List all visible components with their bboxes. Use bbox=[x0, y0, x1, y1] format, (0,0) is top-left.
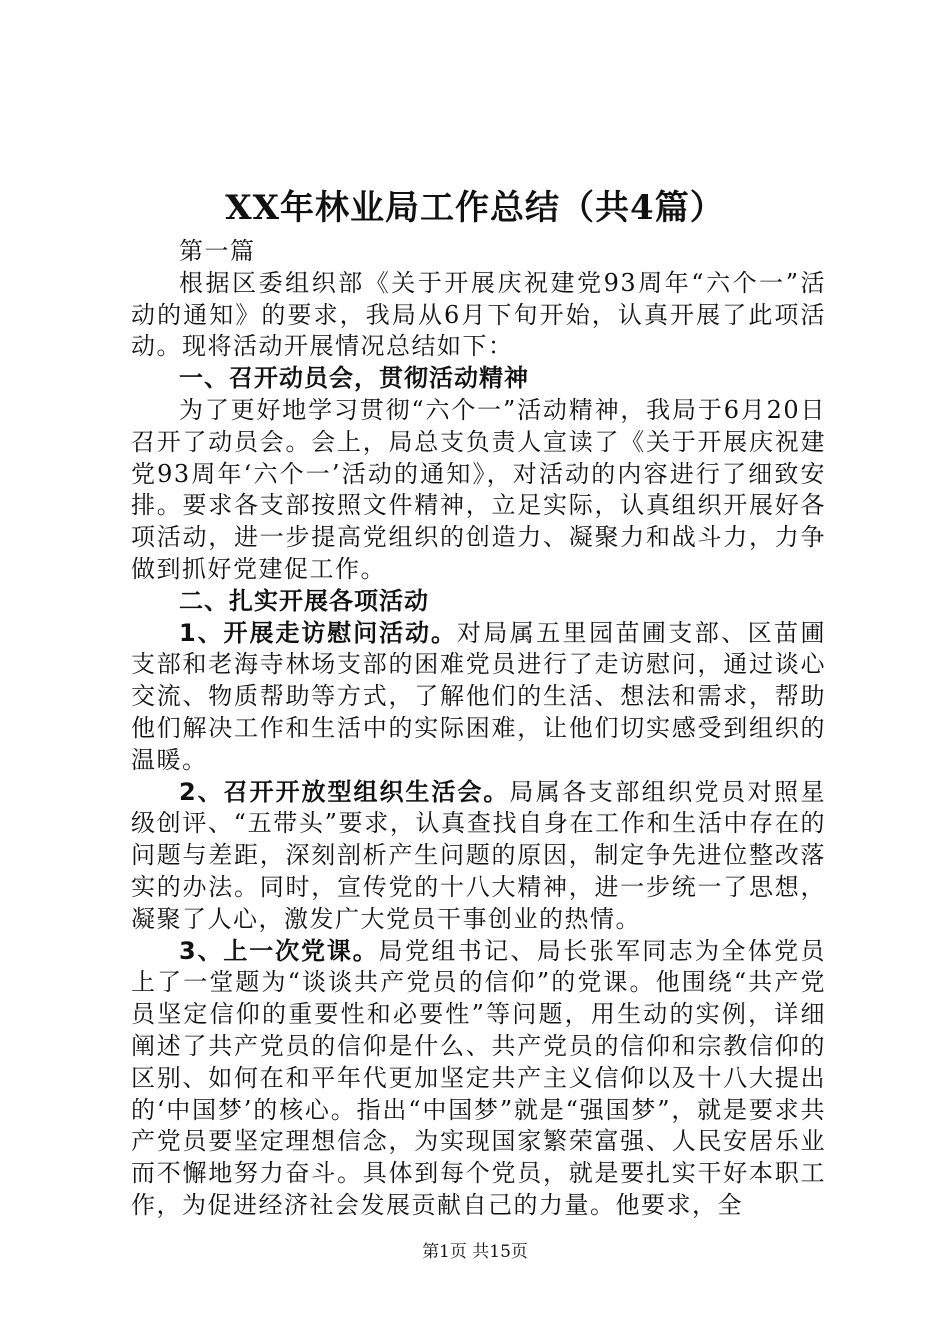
section-label: 第一篇 bbox=[179, 237, 256, 265]
paragraph-text: 对局属五里园苗圃支部、区苗圃支部和老海寺林场支部的困难党员进行了走访慰问，通过谈心交流、物质帮助等方式，了解他们的生活、想法和需求，帮助他们解决工作和生活中的实际困难，让他们切实感受到组织的温暖。 bbox=[131, 618, 826, 774]
paragraph-lead: 2、召开开放型组织生活会。 bbox=[179, 777, 510, 806]
intro-paragraph: 根据区委组织部《关于开展庆祝建党93周年“六个一”活动的通知》的要求，我局从6月下旬开始，认真开展了此项活动。现将活动开展情况总结如下： bbox=[131, 268, 826, 361]
page-number: 第1页 共15页 bbox=[422, 1242, 528, 1262]
section-heading-1: 一、召开动员会，贯彻活动精神 bbox=[179, 364, 529, 393]
paragraph-text: 局属各支部组织党员对照星级创评、“五带头”要求，认真查找自身在工作和生活中存在的问题与差距，深刻剖析产生问题的原因，制定争先进位整改落实的办法。同时，宣传党的十八大精神，进一步统一了思想，凝聚了人心，激发广大党员干事创业的热情。 bbox=[131, 777, 827, 933]
document-body bbox=[131, 236, 826, 1222]
activity-paragraph-1 bbox=[131, 618, 826, 777]
activity-paragraph-2 bbox=[131, 777, 826, 936]
body-paragraph: 为了更好地学习贯彻“六个一”活动精神，我局于6月20日召开了动员会。会上，局总支负责人宣读了《关于开展庆祝建党93周年‘六个一’活动的通知》，对活动的内容进行了细致安排。要求各支部按照文件精神，立足实际，认真组织开展好各项活动，进一步提高党组织的创造力、凝聚力和战斗力，力争做到抓好党建促工作。 bbox=[131, 395, 826, 583]
paragraph-lead: 3、上一次党课。 bbox=[179, 936, 379, 965]
paragraph-lead: 1、开展走访慰问活动。 bbox=[179, 618, 457, 647]
activity-paragraph-3 bbox=[131, 936, 826, 1222]
paragraph-text: 局党组书记、局长张军同志为全体党员上了一堂题为“谈谈共产党员的信仰”的党课。他围绕“共产党员坚定信仰的重要性和必要性”等问题，用生动的实例，详细阐述了共产党员的信仰是什么、共产党员的信仰和宗教信仰的区别、如何在和平年代更加坚定共产主义信仰以及十八大提出的‘中国梦’的核心。指出“中国梦”就是“强国梦”，就是要求共产党员要坚定理想信念，为实现国家繁荣富强、人民安居乐业而不懈地努力奋斗。具体到每个党员，就是要扎实干好本职工作，为促进经济社会发展贡献自己的力量。他要求，全 bbox=[131, 936, 827, 1219]
section-heading-2: 二、扎实开展各项活动 bbox=[179, 586, 429, 615]
document-title: XX年林业局工作总结（共4篇） bbox=[225, 188, 725, 228]
